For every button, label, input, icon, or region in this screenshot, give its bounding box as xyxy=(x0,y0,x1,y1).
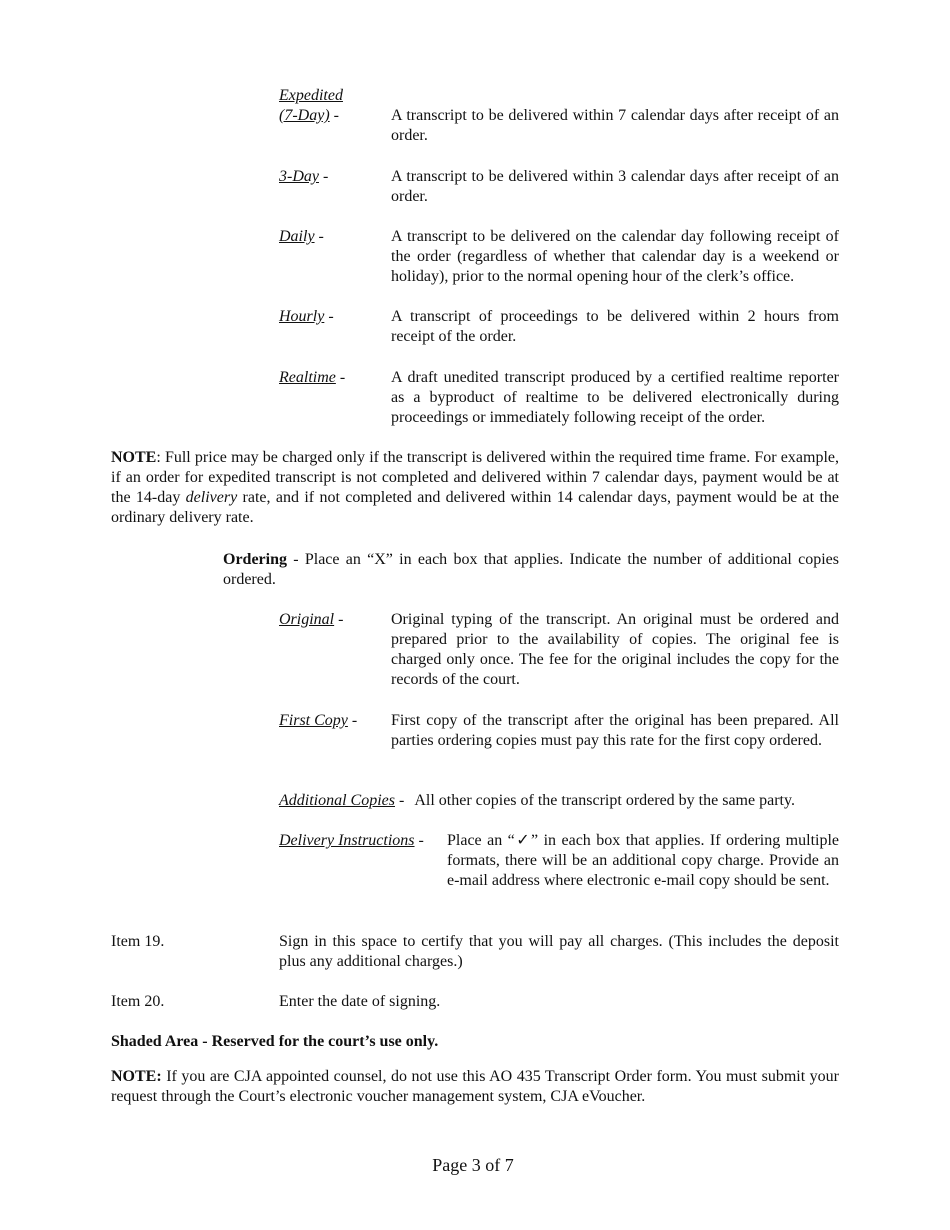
item-19-text: Sign in this space to certify that you will pay all charges. (This includes the deposit plus any additional charges.) xyxy=(279,933,839,970)
shaded-area-text: Shaded Area - Reserved for the court’s use only. xyxy=(111,1033,439,1050)
term-label: Realtime xyxy=(279,369,336,386)
desc-additional-copies: All other copies of the transcript ordered by the same party. xyxy=(414,792,795,809)
term-dash: - xyxy=(418,832,424,849)
term-label: (7-Day) xyxy=(279,107,330,124)
term-dash: - xyxy=(322,168,329,185)
term-dash: - xyxy=(318,228,324,245)
term-realtime xyxy=(279,368,345,388)
item-19-label: Item 19. xyxy=(111,933,165,950)
note-text-a: : Full price may be charged only if the transcript is delivered within the required time frame. For example, if an order for expedited transcript is not completed and delivered within 7 calendar days, payment would be at the 14-day xyxy=(111,449,839,506)
term-expedited-line2 xyxy=(279,106,339,126)
term-expedited xyxy=(279,86,343,106)
desc-original: Original typing of the transcript. An original must be ordered and prepared prior to the availability of copies. The original fee is charged only once. The fee for the original includes the copy for the records of the court. xyxy=(391,611,839,688)
desc-realtime: A draft unedited transcript produced by a certified realtime reporter as a byproduct of realtime to be delivered electronically during proceedings or immediately following receipt of the order. xyxy=(391,369,839,426)
term-dash: - xyxy=(328,308,334,325)
ordering-label: Ordering xyxy=(223,551,287,568)
term-label: Daily xyxy=(279,228,315,245)
term-delivery-instructions xyxy=(279,831,424,851)
desc-first-copy: First copy of the transcript after the original has been prepared. All parties ordering copies must pay this rate for the first copy ordered. xyxy=(391,712,839,749)
term-label: Hourly xyxy=(279,308,325,325)
term-dash: - xyxy=(351,712,358,729)
term-label: Additional Copies xyxy=(279,792,395,809)
note2-text: If you are CJA appointed counsel, do not use this AO 435 Transcript Order form. You must submit your request through the Court’s electronic voucher management system, CJA eVoucher. xyxy=(111,1068,839,1105)
desc-daily: A transcript to be delivered on the calendar day following receipt of the order (regardless of whether that calendar day is a weekend or holiday), prior to the normal opening hour of the clerk’s office. xyxy=(391,228,839,285)
term-label: Delivery Instructions xyxy=(279,832,415,849)
note-label: NOTE xyxy=(111,449,157,466)
page-number: Page 3 of 7 xyxy=(432,1155,514,1175)
item-20-label: Item 20. xyxy=(111,993,165,1010)
term-original xyxy=(279,610,343,630)
desc-3day: A transcript to be delivered within 3 calendar days after receipt of an order. xyxy=(391,168,839,205)
item-20-text: Enter the date of signing. xyxy=(279,993,441,1010)
term-label: Expedited xyxy=(279,87,343,104)
note-text-b: rate, and if not completed and delivered within 14 calendar days, payment would be at the ordinary delivery rate. xyxy=(111,489,839,526)
desc-delivery-instructions: Place an “✓” in each box that applies. If ordering multiple formats, there will be an additional copy charge. Provide an e-mail address where electronic e-mail copy should be sent. xyxy=(447,832,839,889)
term-label: First Copy xyxy=(279,712,348,729)
term-dash: - xyxy=(333,107,339,124)
term-first-copy xyxy=(279,711,357,731)
shaded-area-heading xyxy=(111,1032,438,1052)
ordering-paragraph xyxy=(223,550,839,590)
ordering-text: - Place an “X” in each box that applies. Indicate the number of additional copies ordered. xyxy=(223,551,839,588)
desc-expedited: A transcript to be delivered within 7 calendar days after receipt of an order. xyxy=(391,107,839,144)
term-dash: - xyxy=(338,611,344,628)
term-label: 3-Day xyxy=(279,168,319,185)
term-dash: - xyxy=(339,369,346,386)
term-daily xyxy=(279,227,324,247)
additional-copies-line xyxy=(279,791,795,811)
term-label: Original xyxy=(279,611,335,628)
note-italic: delivery xyxy=(185,489,238,506)
term-3day xyxy=(279,167,328,187)
note-full-price xyxy=(111,448,839,528)
term-dash: - xyxy=(399,792,405,809)
note2-label: NOTE: xyxy=(111,1068,162,1085)
note-cja xyxy=(111,1067,839,1107)
desc-hourly: A transcript of proceedings to be delivered within 2 hours from receipt of the order. xyxy=(391,308,839,345)
term-hourly xyxy=(279,307,334,327)
